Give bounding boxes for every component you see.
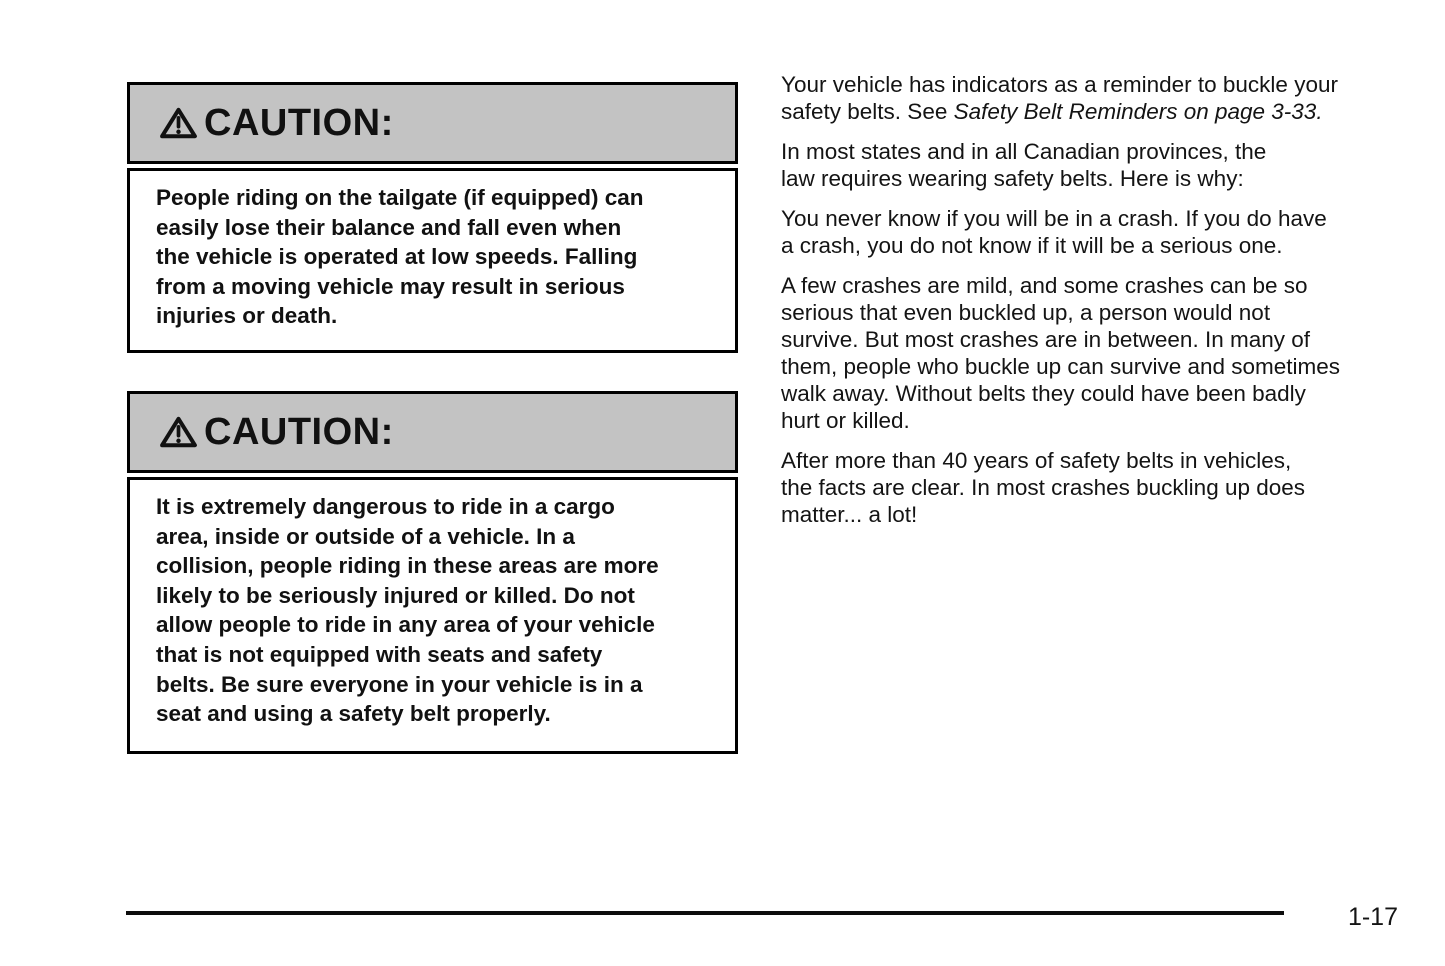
caution-box-cargo-area: [127, 391, 738, 754]
text-line: them, people who buckle up can survive and sometimes: [781, 354, 1341, 379]
text-line: the vehicle is operated at low speeds. Falling: [156, 244, 638, 270]
caution-body-text: [127, 477, 738, 754]
paragraph-belt-reminders: [781, 71, 1431, 125]
text-line: Your vehicle has indicators as a reminder to buckle your: [781, 72, 1338, 97]
text-line: belts. Be sure everyone in your vehicle is in a: [156, 671, 643, 697]
caution-box-tailgate: [127, 82, 738, 353]
text-line: matter... a lot!: [781, 502, 918, 527]
text-line: In most states and in all Canadian provinces, the: [781, 139, 1267, 164]
cross-reference-italic: Safety Belt Reminders on page 3-33.: [953, 99, 1323, 124]
footer-rule: [126, 911, 1284, 915]
text-line: hurt or killed.: [781, 408, 910, 433]
caution-header: [127, 82, 738, 164]
text-line: a crash, you do not know if it will be a serious one.: [781, 233, 1283, 258]
body-text-column: [781, 71, 1431, 541]
text-line: area, inside or outside of a vehicle. In a: [156, 523, 575, 549]
text-line: A few crashes are mild, and some crashes can be so: [781, 273, 1308, 298]
paragraph-law-requires: [781, 138, 1431, 192]
paragraph-crash-severity: [781, 272, 1431, 434]
text-line: walk away. Without belts they could have been badly: [781, 381, 1306, 406]
caution-header: [127, 391, 738, 473]
text-line: the facts are clear. In most crashes buckling up does: [781, 475, 1306, 500]
text-line: It is extremely dangerous to ride in a cargo: [156, 494, 615, 519]
text-line: allow people to ride in any area of your vehicle: [156, 612, 655, 638]
text-line: People riding on the tailgate (if equipped) can: [156, 185, 644, 210]
text-line: [781, 98, 1431, 125]
text-line: seat and using a safety belt properly.: [156, 701, 551, 727]
caution-title: CAUTION:: [204, 101, 394, 144]
paragraph-forty-years: [781, 447, 1431, 528]
warning-triangle-icon: [160, 416, 197, 448]
text-line: from a moving vehicle may result in serious: [156, 273, 625, 299]
text-line: likely to be seriously injured or killed. Do not: [156, 582, 635, 608]
text-line: that is not equipped with seats and safety: [156, 641, 603, 667]
caution-body-text: [127, 168, 738, 353]
text-line: easily lose their balance and fall even when: [156, 214, 622, 240]
text-line: survive. But most crashes are in between. In many of: [781, 327, 1310, 352]
paragraph-never-know: [781, 205, 1431, 259]
warning-triangle-icon: [160, 107, 197, 139]
text-line: collision, people riding in these areas are more: [156, 553, 659, 579]
caution-title: CAUTION:: [204, 410, 394, 453]
page-number: 1-17: [1347, 903, 1398, 931]
text-line: After more than 40 years of safety belts in vehicles,: [781, 448, 1292, 473]
text-line: law requires wearing safety belts. Here is why:: [781, 166, 1244, 191]
text-segment: safety belts. See: [781, 99, 954, 124]
text-line: You never know if you will be in a crash. If you do have: [781, 206, 1327, 231]
text-line: injuries or death.: [156, 303, 338, 329]
text-line: serious that even buckled up, a person would not: [781, 300, 1271, 325]
